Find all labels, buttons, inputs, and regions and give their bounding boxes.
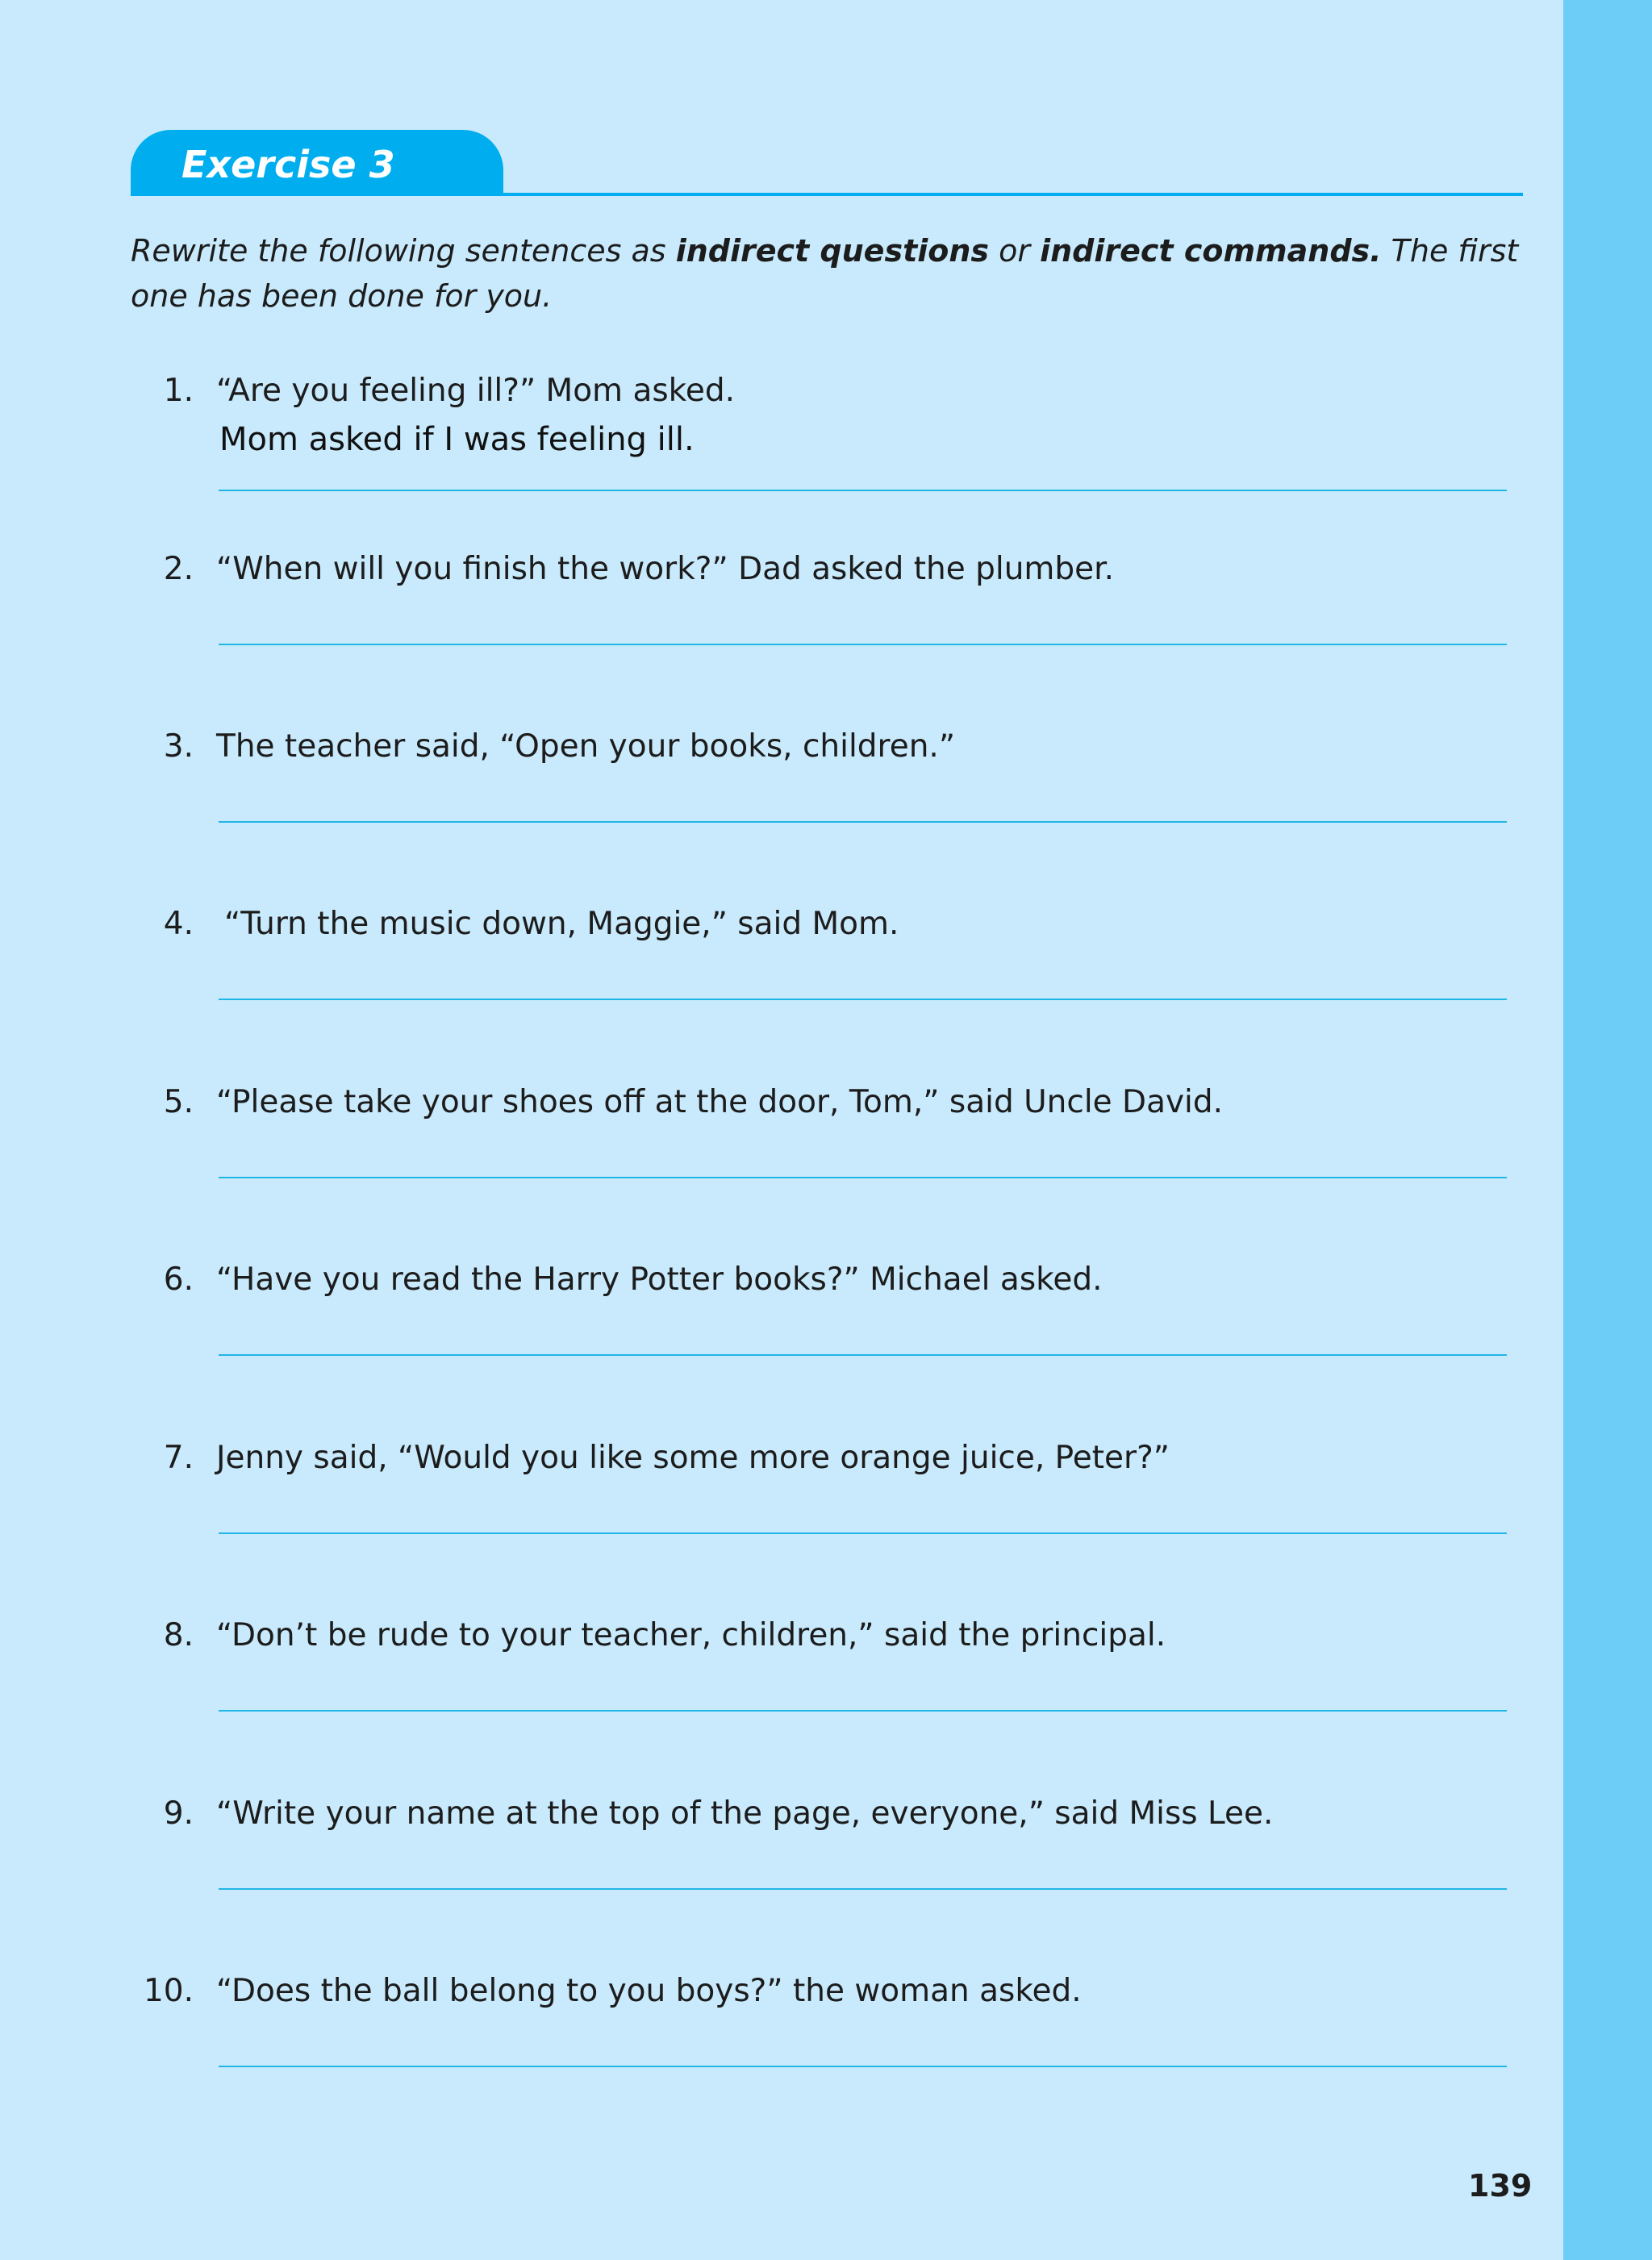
- question-number: 5.: [163, 1084, 194, 1120]
- question-text: “Turn the music down, Maggie,” said Mom.: [224, 906, 899, 942]
- question-item: [0, 1256, 1533, 1433]
- question-item: [0, 1078, 1533, 1256]
- answer-line[interactable]: [219, 821, 1507, 823]
- answer-text[interactable]: Mom asked if I was feeling ill.: [219, 421, 695, 458]
- question-text: Jenny said, “Would you like some more orange juice, Peter?”: [216, 1440, 1170, 1476]
- exercise-title: Exercise 3: [181, 143, 395, 186]
- question-text: “Don’t be rude to your teacher, children,” said the principal.: [216, 1617, 1166, 1653]
- question-item: [0, 1790, 1533, 1967]
- question-text: “Please take your shoes off at the door, Tom,” said Uncle David.: [216, 1084, 1224, 1120]
- question-number: 9.: [163, 1795, 194, 1832]
- question-text: “Have you read the Harry Potter books?” Michael asked.: [216, 1261, 1103, 1298]
- answer-line[interactable]: [219, 1532, 1507, 1534]
- instructions: [131, 228, 1534, 319]
- question-number: 2.: [163, 551, 194, 587]
- question-number: 3.: [163, 728, 194, 765]
- answer-line[interactable]: [219, 1177, 1507, 1178]
- question-item: [0, 367, 1533, 544]
- question-number: 6.: [163, 1261, 194, 1298]
- answer-line[interactable]: [219, 1354, 1507, 1356]
- answer-line[interactable]: [219, 1710, 1507, 1712]
- question-item: [0, 1612, 1533, 1789]
- question-text: “When will you finish the work?” Dad asked the plumber.: [216, 551, 1115, 587]
- header-rule: [131, 193, 1523, 196]
- answer-line[interactable]: [219, 999, 1507, 1000]
- question-item: [0, 1967, 1533, 2145]
- instructions-text: Rewrite the following sentences as: [131, 233, 676, 269]
- side-strip: [1563, 0, 1652, 2260]
- question-item: [0, 900, 1533, 1078]
- question-item: [0, 1434, 1533, 1612]
- question-number: 1.: [163, 373, 194, 409]
- question-number: 8.: [163, 1617, 194, 1653]
- answer-line[interactable]: [219, 644, 1507, 645]
- instructions-text: or: [989, 233, 1041, 269]
- question-item: [0, 545, 1533, 723]
- instructions-bold-questions: indirect questions: [675, 233, 990, 269]
- question-text: “Does the ball belong to you boys?” the woman asked.: [216, 1973, 1082, 2009]
- answer-line[interactable]: [219, 490, 1507, 491]
- question-text: “Are you feeling ill?” Mom asked.: [216, 373, 736, 409]
- answer-line[interactable]: [219, 2066, 1507, 2067]
- question-text: “Write your name at the top of the page, everyone,” said Miss Lee.: [216, 1795, 1274, 1832]
- question-item: [0, 723, 1533, 900]
- instructions-bold-commands: indirect commands.: [1040, 233, 1382, 269]
- question-number: 10.: [143, 1973, 194, 2009]
- question-number: 4.: [163, 906, 194, 942]
- instructions-text: The first one has been done for you.: [131, 233, 1519, 314]
- question-text: The teacher said, “Open your books, children.”: [216, 728, 956, 765]
- page-number: 139: [1468, 2168, 1533, 2204]
- question-number: 7.: [163, 1440, 194, 1476]
- answer-line[interactable]: [219, 1888, 1507, 1890]
